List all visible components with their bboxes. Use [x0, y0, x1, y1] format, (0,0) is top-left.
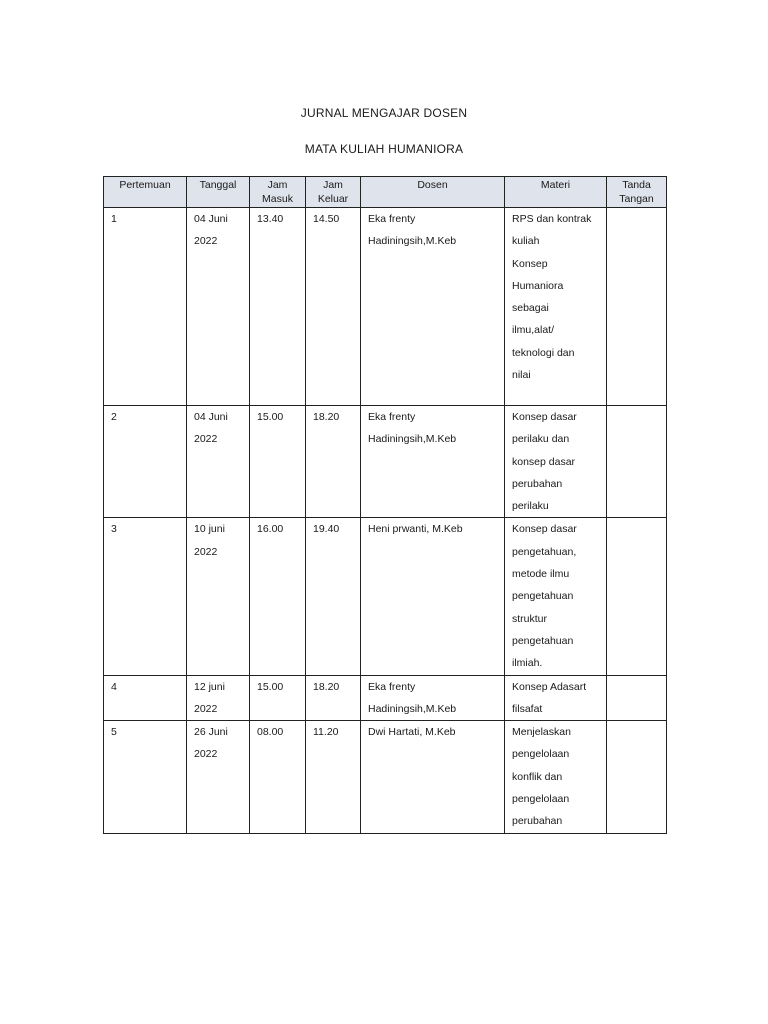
header-tanggal	[187, 177, 250, 208]
jam-keluar-value: 18.20	[313, 411, 340, 423]
header-pertemuan-label: Pertemuan	[119, 179, 171, 191]
pertemuan-value: 3	[111, 523, 117, 536]
cell-jam-keluar	[306, 208, 361, 406]
dosen-value: Eka frenty Hadiningsih,M.Keb	[368, 213, 457, 248]
materi-value: Konsep Adasart filsafat	[512, 680, 587, 715]
dosen-value: Eka frenty Hadiningsih,M.Keb	[368, 411, 457, 446]
cell-jam-masuk	[250, 208, 306, 406]
header-materi-label: Materi	[540, 179, 571, 191]
jam-keluar-value: 18.20	[313, 680, 340, 693]
pertemuan-value: 2	[111, 411, 117, 423]
materi-value: Menjelaskan pengelolaan konflik dan pengelolaan perubahan	[512, 726, 571, 828]
cell-materi	[505, 675, 607, 721]
cell-tanda-tangan	[607, 721, 667, 833]
cell-tanda-tangan	[607, 406, 667, 518]
jam-masuk-value: 13.40	[257, 213, 284, 225]
jam-masuk-value: 15.00	[257, 411, 284, 423]
header-dosen	[361, 177, 505, 208]
table-row	[104, 518, 667, 675]
cell-tanda-tangan	[607, 518, 667, 675]
cell-pertemuan	[104, 518, 187, 675]
cell-dosen	[361, 721, 505, 833]
table-row	[104, 406, 667, 518]
cell-dosen	[361, 406, 505, 518]
header-jam-keluar	[306, 177, 361, 208]
tanggal-value: 04 Juni 2022	[194, 213, 228, 248]
jam-masuk-value: 15.00	[257, 680, 284, 693]
document-subtitle: MATA KULIAH HUMANIORA	[304, 142, 464, 156]
table-header-row	[104, 177, 667, 208]
jam-masuk-value: 16.00	[257, 523, 284, 536]
dosen-value: Eka frenty Hadiningsih,M.Keb	[368, 680, 457, 715]
cell-dosen	[361, 518, 505, 675]
cell-materi	[505, 208, 607, 406]
teaching-journal-table	[103, 176, 667, 834]
header-tanda-tangan	[607, 177, 667, 208]
dosen-value: Heni prwanti, M.Keb	[368, 523, 463, 536]
table-row	[104, 675, 667, 721]
cell-tanggal	[187, 721, 250, 833]
jam-keluar-value: 14.50	[313, 213, 340, 225]
cell-jam-keluar	[306, 675, 361, 721]
cell-jam-keluar	[306, 518, 361, 675]
cell-pertemuan	[104, 675, 187, 721]
cell-materi	[505, 721, 607, 833]
cell-dosen	[361, 208, 505, 406]
table-row	[104, 721, 667, 833]
jam-keluar-value: 11.20	[313, 726, 339, 739]
cell-pertemuan	[104, 406, 187, 518]
materi-value: RPS dan kontrak kuliah Konsep Humaniora sebagai ilmu,alat/ teknologi dan nilai	[512, 213, 592, 382]
tanggal-value: 12 juni 2022	[194, 680, 225, 715]
cell-tanda-tangan	[607, 208, 667, 406]
pertemuan-value: 5	[111, 726, 117, 739]
cell-tanggal	[187, 406, 250, 518]
header-pertemuan	[104, 177, 187, 208]
tanggal-value: 26 Juni 2022	[194, 726, 228, 761]
cell-tanggal	[187, 518, 250, 675]
cell-jam-masuk	[250, 518, 306, 675]
jam-keluar-value: 19.40	[313, 523, 340, 536]
cell-tanggal	[187, 208, 250, 406]
table-row	[104, 208, 667, 406]
document-title: JURNAL MENGAJAR DOSEN	[300, 106, 468, 120]
cell-pertemuan	[104, 721, 187, 833]
cell-jam-masuk	[250, 406, 306, 518]
materi-value: Konsep dasar perilaku dan konsep dasar perubahan perilaku	[512, 411, 577, 513]
header-jam-keluar-label: Jam Keluar	[317, 179, 349, 205]
tanggal-value: 04 Juni 2022	[194, 411, 228, 446]
header-tanggal-label: Tanggal	[199, 179, 237, 191]
materi-value: Konsep dasar pengetahuan, metode ilmu pengetahuan struktur pengetahuan ilmiah.	[512, 523, 577, 670]
header-dosen-label: Dosen	[417, 179, 448, 191]
header-jam-masuk-label: Jam Masuk	[262, 179, 293, 205]
pertemuan-value: 4	[111, 680, 117, 693]
cell-jam-keluar	[306, 721, 361, 833]
cell-tanda-tangan	[607, 675, 667, 721]
cell-jam-masuk	[250, 675, 306, 721]
cell-materi	[505, 406, 607, 518]
jam-masuk-value: 08.00	[257, 726, 284, 739]
pertemuan-value: 1	[111, 213, 117, 225]
header-materi	[505, 177, 607, 208]
cell-tanggal	[187, 675, 250, 721]
cell-materi	[505, 518, 607, 675]
tanggal-value: 10 juni 2022	[194, 523, 225, 558]
header-tanda-tangan-label: Tanda Tangan	[619, 179, 654, 205]
header-jam-masuk	[250, 177, 306, 208]
dosen-value: Dwi Hartati, M.Keb	[368, 726, 456, 739]
cell-dosen	[361, 675, 505, 721]
cell-jam-masuk	[250, 721, 306, 833]
cell-pertemuan	[104, 208, 187, 406]
cell-jam-keluar	[306, 406, 361, 518]
